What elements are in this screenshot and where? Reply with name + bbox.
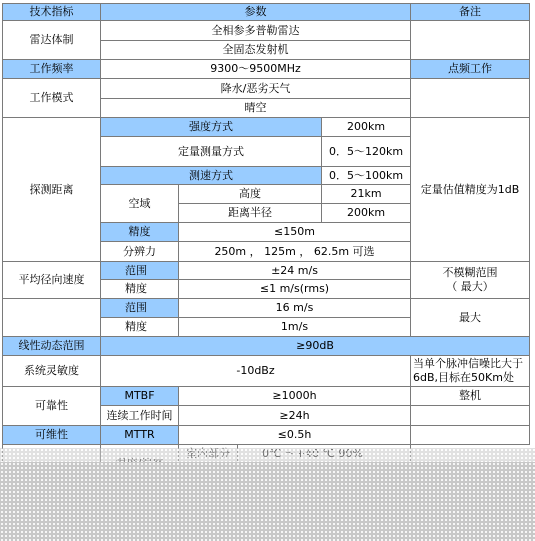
- airspace-label: 空域: [100, 184, 179, 223]
- radial-range-2-label: 范围: [100, 298, 179, 318]
- resolution-label: 分辨力: [100, 241, 179, 262]
- detect-range-label: 探测距离: [2, 117, 101, 262]
- faded-region: [0, 462, 535, 541]
- accuracy-value: ≤150m: [178, 222, 411, 242]
- reliability-label: 可靠性: [2, 386, 101, 426]
- radius-value: 200km: [321, 203, 411, 223]
- radar-system-label: 雷达体制: [2, 20, 101, 60]
- radial-range-1-label: 范围: [100, 261, 179, 280]
- radius-label: 距离半径: [178, 203, 322, 223]
- frequency-value: 9300～9500MHz: [100, 59, 411, 79]
- frequency-label: 工作频率: [2, 59, 101, 79]
- accuracy-label: 精度: [100, 222, 179, 242]
- radar-system-note: [410, 20, 530, 60]
- detect-range-note: 定量估值精度为1dB: [410, 117, 530, 262]
- radar-system-value-2: 全固态发射机: [100, 40, 411, 60]
- height-label: 高度: [178, 184, 322, 204]
- linear-range-label: 线性动态范围: [2, 336, 101, 356]
- radial-note-1: 不模糊范围 （ 最大）: [410, 261, 530, 299]
- velocity-label: 测速方式: [100, 166, 322, 185]
- velocity-value: 0．5～100km: [321, 166, 411, 185]
- radial-range-1-value: ±24 m/s: [178, 261, 411, 280]
- frequency-note: 点频工作: [410, 59, 530, 79]
- continuous-value: ≥24h: [178, 405, 411, 426]
- sensitivity-label: 系统灵敏度: [2, 355, 101, 387]
- radial-range-2-value: 16 m/s: [178, 298, 411, 318]
- radial-note-2: 最大: [410, 298, 530, 337]
- work-mode-value-2: 晴空: [100, 98, 411, 118]
- maintainability-label: 可维性: [2, 425, 101, 445]
- radial-velocity-label: 平均径向速度: [2, 261, 101, 299]
- work-mode-label: 工作模式: [2, 78, 101, 118]
- header-params: 参数: [100, 3, 411, 21]
- continuous-label: 连续工作时间: [100, 405, 179, 426]
- intensity-label: 强度方式: [100, 117, 322, 137]
- work-mode-note: [410, 78, 530, 118]
- header-notes: 备注: [410, 3, 530, 21]
- sensitivity-value: -10dBz: [100, 355, 411, 387]
- radar-system-value-1: 全相参多普勒雷达: [100, 20, 411, 41]
- header-indicator: 技术指标: [2, 3, 101, 21]
- quant-label: 定量测量方式: [100, 136, 322, 167]
- sensitivity-note: 当单个脉冲信噪比大于6dB,目标在50Km处: [410, 355, 530, 387]
- reliability-note: 整机: [410, 386, 530, 406]
- mttr-note: [410, 425, 530, 445]
- mtbf-label: MTBF: [100, 386, 179, 406]
- radial-acc-2-value: 1m/s: [178, 317, 411, 337]
- work-mode-value-1: 降水/恶劣天气: [100, 78, 411, 99]
- radial-acc-2-label: 精度: [100, 317, 179, 337]
- mttr-value: ≤0.5h: [178, 425, 411, 445]
- radial-acc-1-label: 精度: [100, 279, 179, 299]
- mttr-label: MTTR: [100, 425, 179, 445]
- mtbf-value: ≥1000h: [178, 386, 411, 406]
- radial-acc-1-value: ≤1 m/s(rms): [178, 279, 411, 299]
- height-value: 21km: [321, 184, 411, 204]
- reliability-note-empty: [410, 405, 530, 426]
- quant-value: 0．5～120km: [321, 136, 411, 167]
- intensity-value: 200km: [321, 117, 411, 137]
- radial-velocity-label-2: [2, 298, 101, 337]
- resolution-value: 250m ， 125m ， 62.5m 可选: [178, 241, 411, 262]
- linear-range-value: ≥90dB: [100, 336, 530, 356]
